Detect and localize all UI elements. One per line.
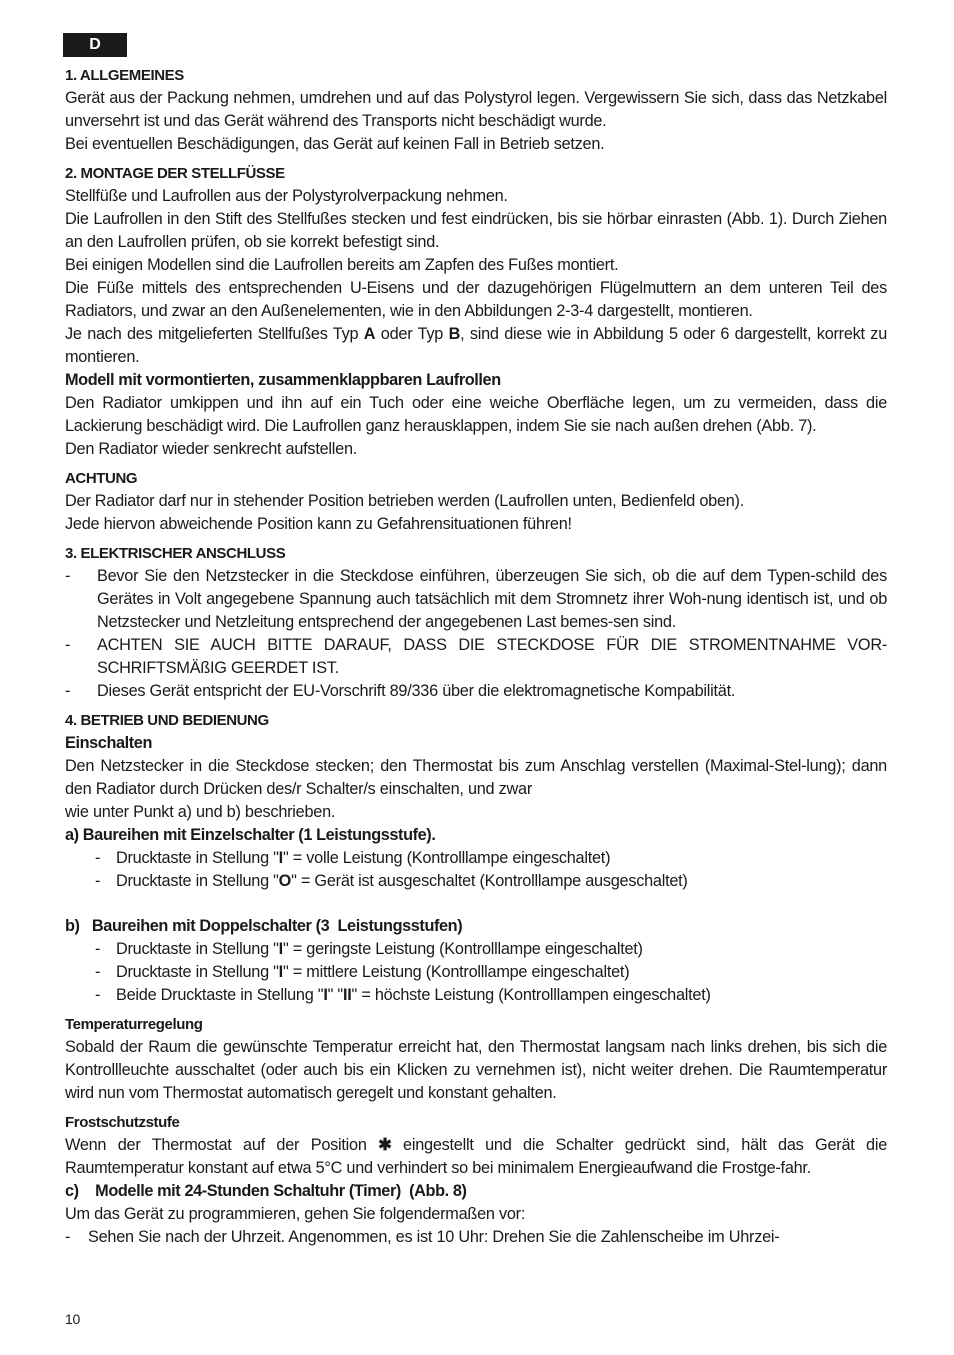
heading-betrieb: 4. BETRIEB UND BEDIENUNG	[65, 712, 269, 729]
type-b-label: B	[448, 325, 461, 343]
paragraph: Sobald der Raum die gewünschte Temperatur erreicht hat, den Thermostat langsam nach links drehen, bis sich die Kontrollleuchte ausschaltet (oder auch bis ein Klicken zu vernehmen ist), nicht weiter drehen. Die Raumtemperatur wird nun vom Thermostat automatisch geregelt und konstant gehalten.	[65, 1038, 887, 1102]
paragraph: Bei einigen Modellen sind die Laufrollen bereits am Zapfen des Fußes montiert.	[65, 256, 619, 274]
type-a-label: A	[363, 325, 376, 343]
heading-montage: 2. MONTAGE DER STELLFÜSSE	[65, 165, 285, 182]
heading-elektrischer-anschluss: 3. ELEKTRISCHER ANSCHLUSS	[65, 545, 286, 562]
snowflake-icon: ✱	[378, 1136, 392, 1154]
list-item: - Bevor Sie den Netzstecker in die Steckdose einführen, überzeugen Sie sich, ob die auf dem Typen-schild des Gerätes in Volt angegebene Spannung auch tatsächlich mit dem Stromnetz ihrer Woh-nung identisch ist, und ob Netzstecker und Netzleitung entsprechend der angegebenen Last bemes-sen sind.	[65, 567, 887, 631]
list-item: - Dieses Gerät entspricht der EU-Vorschrift 89/336 über die elektromagnetische Kompabilität.	[65, 682, 736, 700]
paragraph: Den Radiator wieder senkrecht aufstellen.	[65, 440, 358, 458]
heading-achtung: ACHTUNG	[65, 470, 138, 487]
heading-frostschutzstufe: Frostschutzstufe	[65, 1114, 180, 1131]
paragraph: Stellfüße und Laufrollen aus der Polystyrolverpackung nehmen.	[65, 187, 508, 205]
page-number: 10	[65, 1311, 81, 1327]
document-body	[65, 64, 887, 1249]
list-item: - Drucktaste in Stellung "O" = Gerät ist ausgeschaltet (Kontrolllampe ausgeschaltet)	[95, 872, 688, 890]
paragraph: Bei eventuellen Beschädigungen, das Gerät auf keinen Fall in Betrieb setzen.	[65, 135, 605, 153]
subheading-c: c) Modelle mit 24-Stunden Schaltuhr (Timer) (Abb. 8)	[65, 1182, 467, 1200]
paragraph: Den Netzstecker in die Steckdose stecken; den Thermostat bis zum Anschlag verstellen (Maximal-Stel-lung); dann den Radiator durch Drücken des/r Schalter/s einschalten, und zwar	[65, 757, 887, 798]
paragraph-type: Je nach des mitgelieferten Stellfußes Typ A oder Typ B, sind diese wie in Abbildung 5 oder 6 dargestellt, korrekt zu montieren.	[65, 325, 887, 366]
list-item: - Beide Drucktaste in Stellung "I" "II" = höchste Leistung (Kontrolllampen eingeschaltet)	[95, 986, 711, 1004]
subheading-model: Modell mit vormontierten, zusammenklappbaren Laufrollen	[65, 371, 501, 389]
subheading-einschalten: Einschalten	[65, 734, 152, 752]
paragraph: Der Radiator darf nur in stehender Position betrieben werden (Laufrollen unten, Bedienfeld oben).	[65, 492, 744, 510]
paragraph: Den Radiator umkippen und ihn auf ein Tuch oder eine weiche Oberfläche legen, um zu vermeiden, dass die Lackierung beschädigt wird. Die Laufrollen ganz herausklappen, indem Sie sie nach außen drehen (Abb. 7).	[65, 394, 887, 435]
paragraph: Die Füße mittels des entsprechenden U-Eisens und der dazugehörigen Flügelmuttern an dem unteren Teil des Radiators, und zwar an den Außenelementen, wie in den Abbildungen 2-3-4 dargestellt, montieren.	[65, 279, 887, 320]
paragraph: Um das Gerät zu programmieren, gehen Sie folgendermaßen vor:	[65, 1205, 526, 1223]
list-item: - Drucktaste in Stellung "I" = mittlere Leistung (Kontrolllampe eingeschaltet)	[95, 963, 630, 981]
paragraph: Die Laufrollen in den Stift des Stellfußes stecken und fest eindrücken, bis sie hörbar einrasten (Abb. 1). Durch Ziehen an den Laufrollen prüfen, ob sie korrekt befestigt sind.	[65, 210, 887, 251]
heading-temperaturregelung: Temperaturregelung	[65, 1016, 203, 1033]
list-item: - Sehen Sie nach der Uhrzeit. Angenommen, es ist 10 Uhr: Drehen Sie die Zahlenscheibe im Uhrzei-	[65, 1228, 780, 1246]
subheading-a: a) Baureihen mit Einzelschalter (1 Leistungsstufe).	[65, 826, 436, 844]
language-tab: D	[63, 33, 127, 57]
spacer	[65, 893, 887, 915]
heading-allgemeines: 1. ALLGEMEINES	[65, 67, 184, 84]
subheading-b: b) Baureihen mit Doppelschalter (3 Leistungsstufen)	[65, 917, 463, 935]
list-item: - Drucktaste in Stellung "I" = volle Leistung (Kontrolllampe eingeschaltet)	[95, 849, 611, 867]
list-item: - ACHTEN SIE AUCH BITTE DARAUF, DASS DIE STECKDOSE FÜR DIE STROMENTNAHME VOR-SCHRIFTSMÄßIG GEERDET IST.	[65, 636, 887, 677]
paragraph: Gerät aus der Packung nehmen, umdrehen und auf das Polystyrol legen. Vergewissern Sie sich, dass das Netzkabel unversehrt ist und das Gerät während des Transports nicht beschädigt wurde.	[65, 89, 887, 130]
list-item: - Drucktaste in Stellung "I" = geringste Leistung (Kontrolllampe eingeschaltet)	[95, 940, 643, 958]
paragraph-frost: Wenn der Thermostat auf der Position ✱ eingestellt und die Schalter gedrückt sind, hält das Gerät die Raumtemperatur konstant auf etwa 5°C und verhindert so bei minimalem Energieaufwand die Frostge-fahr.	[65, 1136, 887, 1177]
paragraph: Jede hiervon abweichende Position kann zu Gefahrensituationen führen!	[65, 515, 572, 533]
paragraph: wie unter Punkt a) und b) beschrieben.	[65, 803, 336, 821]
